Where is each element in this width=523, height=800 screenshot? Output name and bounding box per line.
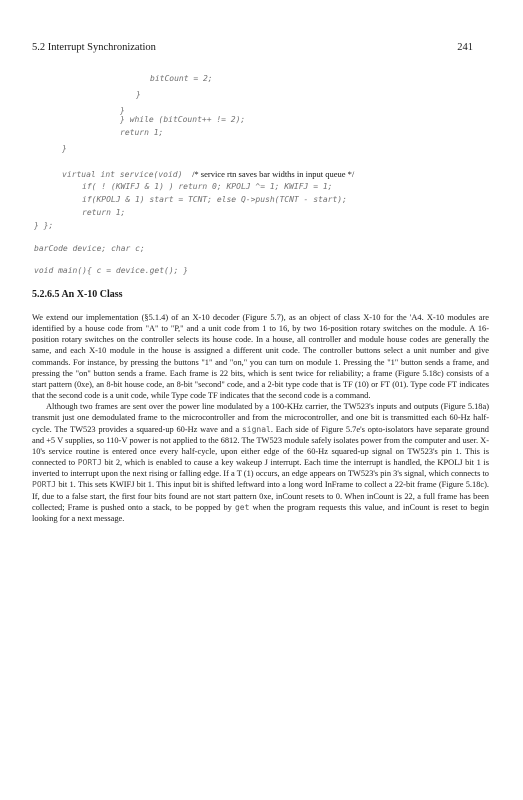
code-line: if(KPOLJ & 1) start = TCNT; else Q->push(TCNT - start); (82, 195, 347, 204)
inline-code: PORTJ (32, 480, 57, 490)
code-line: return 1; (120, 128, 164, 137)
code-line: } (136, 90, 141, 99)
section-heading: 5.2.6.5 An X-10 Class (32, 289, 123, 300)
code-comment: /* service rtn saves bar widths in input queue */ (192, 169, 355, 179)
code-line-service (62, 169, 354, 180)
body-text (32, 312, 489, 524)
code-line: } }; (34, 221, 54, 230)
paragraph: We extend our implementation (§5.1.4) of an X-10 decoder (Figure 5.7), as an object of class X-10 for the 'A4. X-10 modules are identified by a house code from "A" to "P," and a unit code from 1 to 16, by two 16-position rotary switches on the module. A 16-position rotary switches on the controller selects its house code. In a house, all controller and module house codes are generally the same, and each X-10 module in the house is assigned a different unit code. The controller buttons select a unit number and give commands. For instance, by pressing the buttons "1" and "on," you can turn on module 1. Pressing the "1" button sends a frame, and pressing the "on" button sends a frame. Each frame is 22 bits, which is sent twice for reliability; a frame (Figure 5.18c) consists of a start pattern (0xe), an 8-bit house code, an 8-bit "second" code, and a 2-bit type code that is TF (10) or FT (01). Type code FT indicates that the second code is a unit code, while Type code TF indicates that the second code is a command. (32, 313, 489, 401)
page-number: 241 (457, 42, 473, 53)
code-line: void main(){ c = device.get(); } (34, 266, 189, 275)
code-line: if( ! (KWIFJ & 1) ) return 0; KPOLJ ^= 1; KWIFJ = 1; (82, 182, 333, 191)
code-line: } (62, 144, 67, 153)
code-text: virtual int service(void) (62, 170, 183, 179)
code-line: } (120, 106, 125, 115)
inline-code: PORTJ (77, 458, 102, 468)
running-header: 5.2 Interrupt Synchronization (32, 42, 156, 53)
code-line: barCode device; char c; (34, 244, 145, 253)
code-line: bitCount = 2; (150, 74, 213, 83)
inline-code: signal (241, 424, 271, 434)
inline-code: get (234, 502, 250, 512)
code-line: } while (bitCount++ != 2); (120, 115, 246, 124)
paragraph: Although two frames are sent over the power line modulated by a 100-KHz carrier, the TW523's inputs and outputs (Figure 5.18a) transmit just one demodulated frame to the microcontroller and from the microcontroller, and one bit is transmitted each 60-Hz half-cycle. The TW523 provides a squared-up 60-Hz wave and a signal. Each side of Figure 5.7e's opto-isolators have separate ground and +5 V supplies, so 110-V power is not applied to the 6812. The TW523 module safely isolates power from the computer and user. X-10's service routine is entered once every half-cycle, upon either edge of the 60-Hz squared-up signal on TW523's pin 1. This is connected to PORTJ bit 2, which is enabled to cause a key wakeup J interrupt. Each time the interrupt is handled, the KPOLJ bit 1 is inverted to interrupt upon the next rising or falling edge. If a T (1) occurs, an edge appears on TW523's pin 3's signal, which connects to PORTJ bit 1. This sets KWIFJ bit 1. This input bit is shifted leftward into a long word InFrame to collect a 22-bit frame (Figure 5.18c). If, due to a false start, the first four bits found are not start pattern 0xe, inCount resets to 0. When inCount is 22, a full frame has been collected; Frame is pushed onto a stack, to be popped by get when the program requests this value, and inCount is reset to begin looking for a next message. (32, 402, 490, 523)
code-line: return 1; (82, 208, 126, 217)
